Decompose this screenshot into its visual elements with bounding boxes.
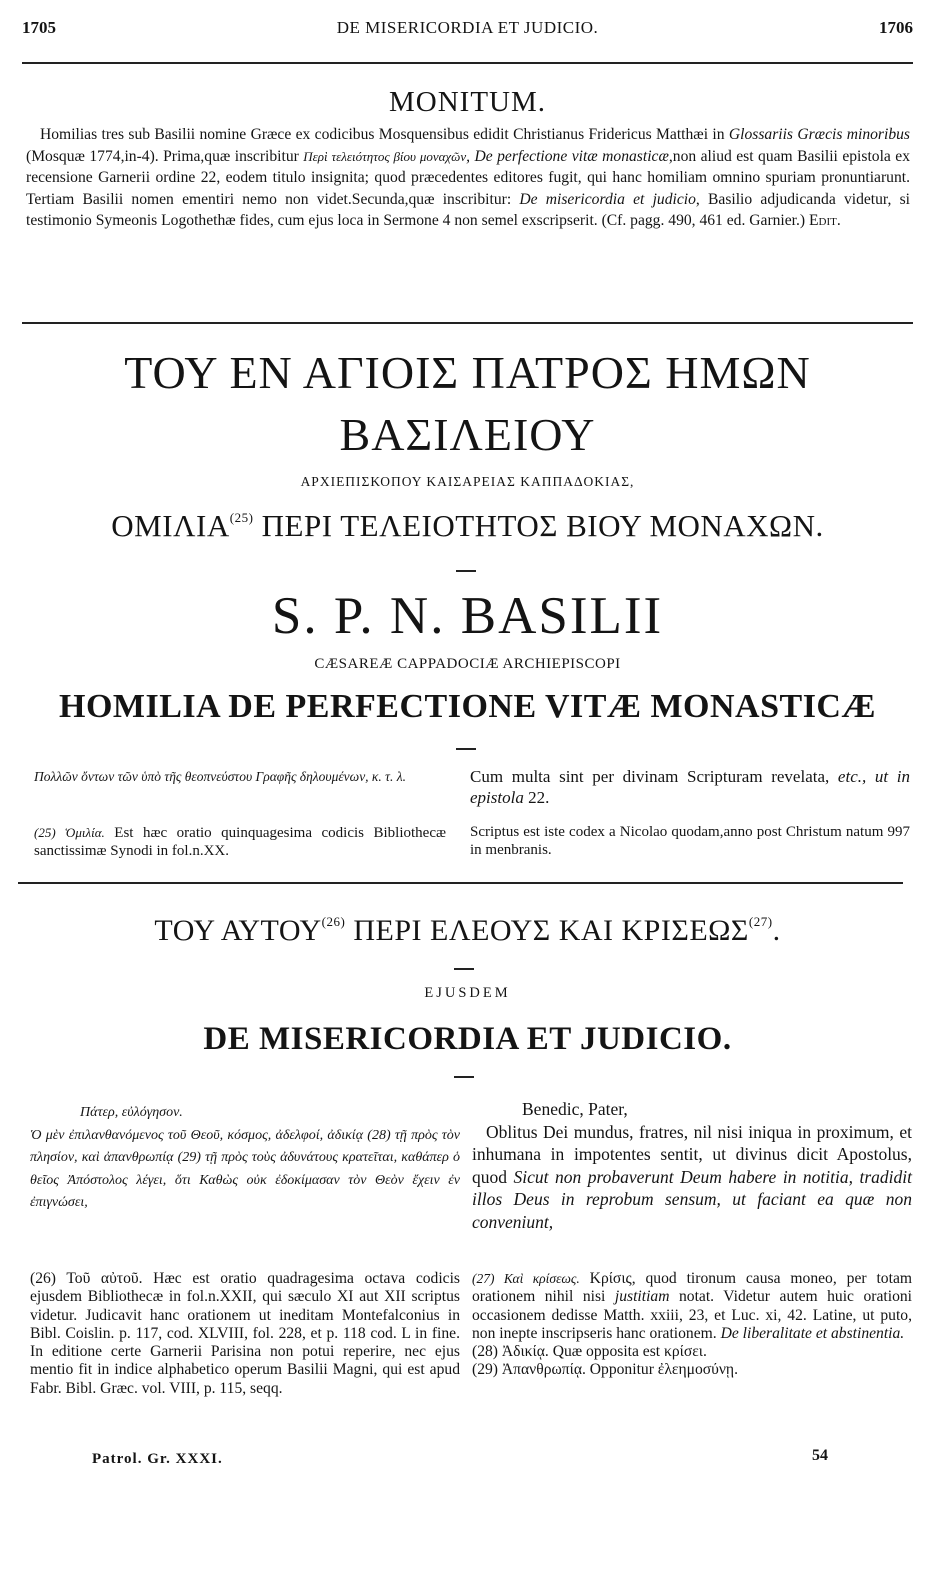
note-ref-27: (27) bbox=[748, 914, 773, 929]
monitum-text-3: ,non aliud est quam Basilii epistola ex recensione Garnerii ordine 22, eodem titulo insignita; quod præcedentes editores fugit, qui hanc homiliam omnino spuriam pronuntiarunt. Tertiam Basilii nomen ementiri nemo non videt.Secunda,quæ inscribitur: bbox=[26, 147, 911, 208]
monitum-editor-sign: Edit. bbox=[809, 212, 841, 229]
note-ref-26: (26) bbox=[321, 914, 346, 929]
note-25-lemma: (25) Ὁμιλία. bbox=[34, 825, 105, 840]
title-dash-1 bbox=[456, 570, 476, 572]
latin-title-line-3: HOMILIA DE PERFECTIONE VITÆ MONASTICÆ bbox=[59, 688, 876, 725]
monitum-text-2: (Mosquæ 1774,in-4). Prima,quæ inscribitur bbox=[26, 147, 304, 165]
monitum-paragraph bbox=[26, 124, 910, 232]
title-dash-2 bbox=[456, 748, 476, 750]
homily1-latin-b: etc., ut in epistola bbox=[470, 767, 910, 807]
body-latin-column bbox=[472, 1098, 912, 1233]
greek-title-line-1: ΤΟΥ ΕΝ ΑΓΙΟΙΣ ΠΑΤΡΟΣ ΗΜΩΝ bbox=[124, 347, 811, 398]
note-25-text: Est hæc oratio quinquagesima codicis Bibliothecæ sanctissimæ Synodi in fol.n.XX. bbox=[34, 825, 446, 859]
latin-title2-main: DE MISERICORDIA ET JUDICIO. bbox=[203, 1021, 732, 1057]
latin-body-text bbox=[472, 1121, 912, 1234]
section-rule-2 bbox=[18, 882, 903, 884]
monitum-italic-3: De misericordia et judicio bbox=[519, 190, 696, 208]
note-27-lemma: (27) Καὶ κρίσεως. bbox=[472, 1271, 580, 1286]
greek-title2 bbox=[0, 914, 935, 948]
homily1-greek-text: Πολλῶν ὄντων τῶν ὑπὸ τῆς θεοπνεύστου Γραφῆς δηλουμένων, κ. τ. λ. bbox=[34, 769, 406, 784]
latin-blessing: Benedic, Pater, bbox=[522, 1099, 628, 1119]
greek-blessing: Πάτερ, εὐλόγησον. bbox=[80, 1105, 183, 1120]
latin-title-line-2: CÆSAREÆ CAPPADOCIÆ ARCHIEPISCOPI bbox=[314, 656, 621, 672]
monitum-heading: MONITUM. bbox=[388, 86, 547, 118]
homily1-latin-c: 22. bbox=[523, 788, 550, 807]
monitum-italic-1: Glossariis Græcis minoribus bbox=[728, 126, 910, 143]
latin-title-line-1: S. P. N. BASILII bbox=[271, 587, 664, 645]
greek-title2-c: . bbox=[772, 914, 781, 947]
header-rule bbox=[22, 62, 913, 64]
monitum-text-1: Homilias tres sub Basilii nomine Græce ex codicibus Mosquensibus edidit Christianus Fridericus Matthæi in bbox=[40, 126, 729, 143]
greek-title2-a: ΤΟΥ ΑΥΤΟΥ bbox=[154, 914, 322, 947]
note-27-a: Κρίσις, quod tironum causa moneo, per totam orationem nihil nisi bbox=[472, 1270, 912, 1306]
greek-title-line-2: ΒΑΣΙΛΕΙΟΥ bbox=[339, 409, 596, 460]
homily1-latin-text bbox=[470, 766, 910, 808]
monitum-text-4: , Basilio adjudicanda videtur, si testimonio Symeonis Logothethæ fides, cum ejus loca in Sermone 4 non semel exscripserit. (Cf. pagg. 490, 461 ed. Garnier.) bbox=[26, 190, 911, 229]
greek-body-text: Ὁ μὲν ἐπιλανθανόμενος τοῦ Θεοῦ, κόσμος, ἀδελφοί, ἀδικίᾳ (28) τῇ πρὸς τὸν πλησίον, καὶ ἀπανθρωπίᾳ (29) τῇ πρὸς τοὺς ἀδυνάτους κρατεῖται, καθάπερ ὁ θεῖος Ἀπόστολος λέγει, ὅτι Καθὼς οὐκ ἐδοκίμασαν τὸν Θεὸν ἔχειν ἐν ἐπιγνώσει, bbox=[30, 1127, 460, 1210]
footnote-28: (28) Ἀδικίᾳ. Quæ opposita est κρίσει. bbox=[472, 1343, 707, 1361]
greek-title-peri: ΠΕΡΙ ΤΕΛΕΙΟΤΗΤΟΣ ΒΙΟΥ ΜΟΝΑΧΩΝ. bbox=[253, 508, 824, 543]
monitum-greek-title: Περὶ τελειότητος βίου μοναχῶν bbox=[303, 148, 467, 164]
note-ref-25: (25) bbox=[229, 510, 254, 525]
signature-mark: Patrol. Gr. XXXI. bbox=[92, 1451, 223, 1467]
greek-title-omilia: ΟΜΙΛΙΑ bbox=[111, 508, 230, 543]
note-27-b: justitiam bbox=[614, 1288, 670, 1306]
running-head-title: DE MISERICORDIA ET JUDICIO. bbox=[336, 18, 599, 37]
page-number-right: 1706 bbox=[879, 18, 913, 37]
title-dash-3 bbox=[454, 968, 474, 970]
note-27-c: notat. Videtur autem huic orationi occasionem dedisse Matth. xxiii, 23, et Luc. xi, 42. Latine, ut puto, non inepte inscripseris hanc orationem. bbox=[472, 1288, 912, 1342]
greek-title2-b: ΠΕΡΙ ΕΛΕΟΥΣ ΚΑΙ ΚΡΙΣΕΩΣ bbox=[345, 914, 749, 947]
greek-title-line-3: ΑΡΧΙΕΠΙΣΚΟΠΟΥ ΚΑΙΣΑΡΕΙΑΣ ΚΑΠΠΑΔΟΚΙΑΣ, bbox=[300, 474, 635, 489]
footnote-27 bbox=[472, 1270, 912, 1343]
sheet-number: 54 bbox=[812, 1447, 828, 1464]
monitum-italic-2: , De perfectione vitæ monasticæ bbox=[466, 147, 669, 165]
note-27-d: De liberalitate et abstinentia. bbox=[720, 1324, 905, 1342]
latin-title2-ejusdem: EJUSDEM bbox=[424, 985, 511, 1001]
footnotes-right bbox=[472, 1270, 912, 1380]
section-rule-1 bbox=[22, 322, 913, 324]
latin-body-quote: Sicut non probaverunt Deum habere in notitia, tradidit illos Deus in reprobum sensum, ut faciant ea quæ non conveniunt, bbox=[472, 1166, 913, 1232]
title-dash-4 bbox=[454, 1076, 474, 1078]
footnote-29: (29) Ἀπανθρωπίᾳ. Opponitur ἐλεημοσύνῃ. bbox=[472, 1361, 738, 1379]
running-head bbox=[22, 16, 913, 44]
homily1-note-left bbox=[34, 824, 446, 860]
homily1-note-right: Scriptus est iste codex a Nicolao quodam,anno post Christum natum 997 in menbranis. bbox=[470, 824, 910, 858]
greek-title-line-4 bbox=[0, 508, 935, 544]
body-greek-column bbox=[30, 1102, 460, 1215]
footnote-26: (26) Τοῦ αὐτοῦ. Hæc est oratio quadragesima octava codicis ejusdem Bibliothecæ in fol.n.XXII, qui sæculo XI aut XII scriptus videtur. Judicavit hanc orationem ut ineditam Montefalconius in Bibl. Coislin. p. 117, cod. XLVIII, fol. 228, et p. 118 cod. L in fine. In editione certe Garnerii Parisina non potui reperire, nec ejus mentio fit in indice alphabetico operum Basilii Magni, qui est apud Fabr. Bibl. Græc. vol. VIII, p. 115, seqq. bbox=[30, 1270, 460, 1397]
page-number-left: 1705 bbox=[22, 18, 56, 37]
homily1-latin-a: Cum multa sint per divinam Scripturam revelata, bbox=[470, 767, 838, 786]
latin-body-a: Oblitus Dei mundus, fratres, nil nisi iniqua in proximum, et inhumana in impotentes sentit, ut divinus dicit Apostolus, quod bbox=[472, 1121, 912, 1187]
